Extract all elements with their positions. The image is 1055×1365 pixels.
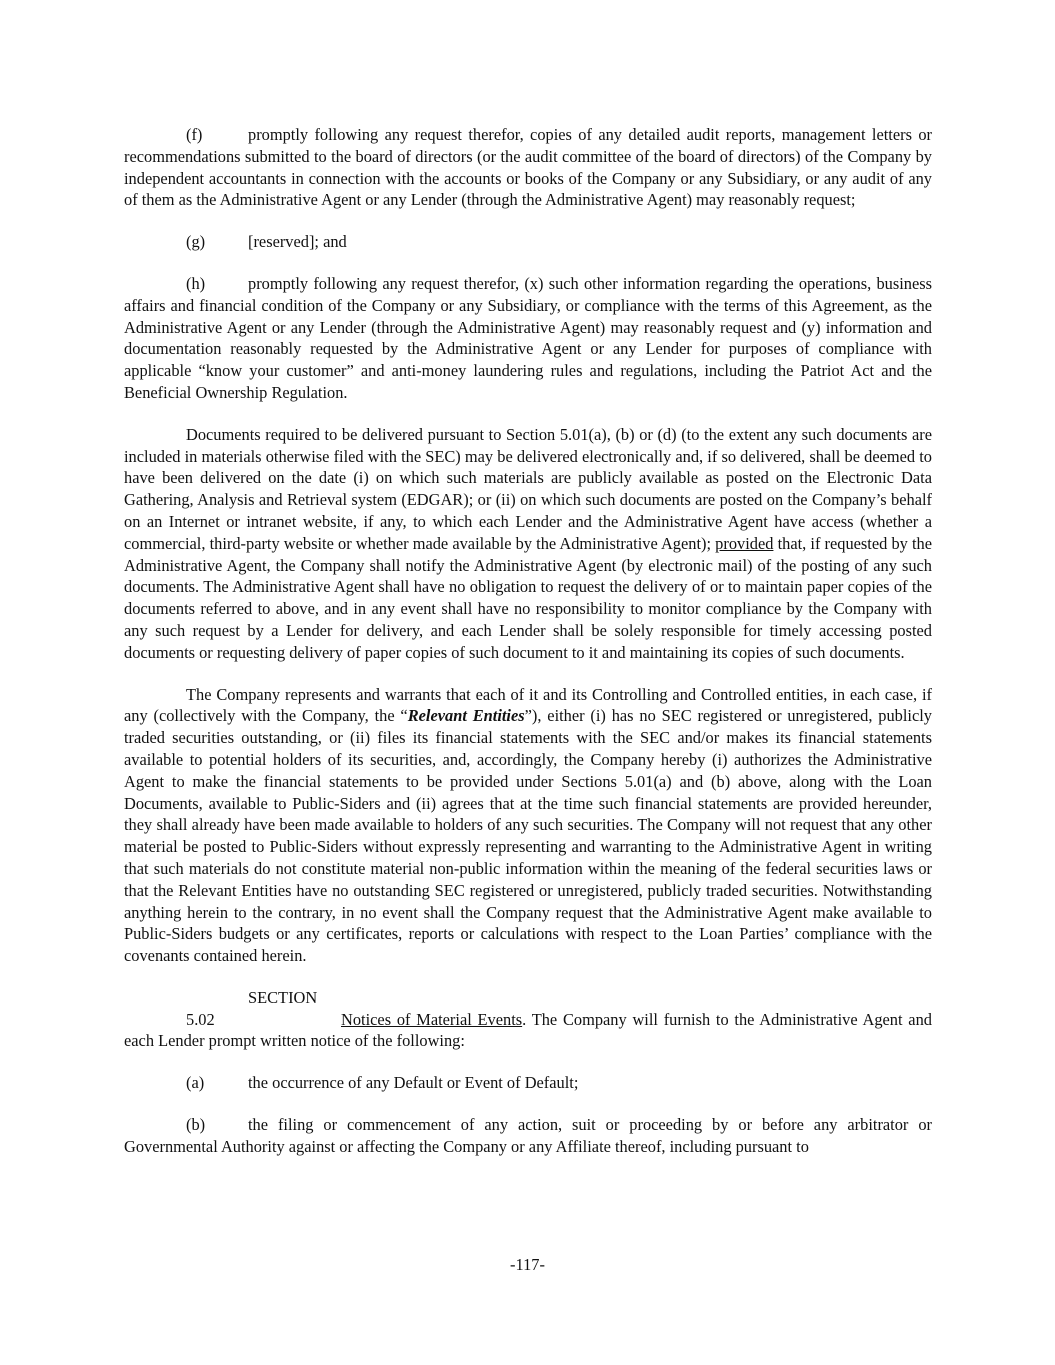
section-5-02 <box>124 987 932 1052</box>
clause-marker: (b) <box>186 1115 206 1135</box>
section-heading: Notices of Material Events <box>341 1009 523 1029</box>
clause-text: promptly following any request therefor, copies of any detailed audit reports, management letters or recommendations submitted to the board of directors (or the audit committee of the board of directors) of the Company by independent accountants in connection with the accounts or books of the Company or any Subsidiary, or any audit of any of them as the Administrative Agent or any Lender (through the Administrative Agent) may reasonably request; <box>124 125 932 210</box>
document-page <box>124 124 932 1178</box>
paragraph-text: that, if requested by the Administrative Agent, the Company shall notify the Administrative Agent (by electronic mail) of the posting of any such documents. The Administrative Agent shall have no obligation to request the delivery of or to maintain paper copies of the documents referred to above, and in any event shall have no responsibility to monitor compliance by the Company with any such request by a Lender for delivery, and each Lender shall be solely responsible for timely accessing posted documents or requesting delivery of paper copies of such document to it and maintaining its copies of such documents. <box>124 533 933 662</box>
clause-text: [reserved]; and <box>248 232 347 252</box>
clause-g <box>124 231 932 253</box>
clause-marker: (a) <box>186 1073 205 1093</box>
notice-item-a <box>124 1072 932 1094</box>
representations-paragraph <box>124 684 932 967</box>
documents-delivery-paragraph <box>124 424 932 664</box>
clause-marker: (h) <box>186 273 206 293</box>
clause-text: the filing or commencement of any action, suit or proceeding by or before any arbitrator or Governmental Authority against or affecting the Company or any Affiliate thereof, including pursuant to <box>124 1115 932 1156</box>
clause-marker: (g) <box>186 232 206 252</box>
paragraph-text: The Company represents and warrants that each of it and its Controlling and Controlled entities, in each case, if any (collectively with the Company, the “ <box>124 684 932 726</box>
section-number: SECTION 5.02 <box>186 987 318 1029</box>
page-number: -117- <box>510 1255 545 1274</box>
notice-item-b <box>124 1114 932 1158</box>
paragraph-text: Documents required to be delivered pursuant to Section 5.01(a), (b) or (d) (to the extent any such documents are included in materials otherwise filed with the SEC) may be delivered electronically and, if so delivered, shall be deemed to have been delivered on the date (i) on which such materials are publicly available as posted on the Electronic Data Gathering, Analysis and Retrieval system (EDGAR); or (ii) on which such documents are posted on the Company’s behalf on an Internet or intranet website, if any, to which each Lender and the Administrative Agent have access (whether a commercial, third-party website or whether made available by the Administrative Agent); <box>124 424 932 553</box>
clause-f <box>124 124 932 211</box>
paragraph-text: ”), either (i) has no SEC registered or unregistered, publicly traded securities outstanding, or (ii) files its financial statements with the SEC and/or makes its financial statements available to potential holders of its securities, and, accordingly, the Company hereby (i) authorizes the Administrative Agent to make the financial statements to be provided under Sections 5.01(a) and (b) above, along with the Loan Documents, available to Public-Siders and (ii) agrees that at the time such financial statements are provided hereunder, they shall already have been made available to holders of any such securities. The Company will not request that any other material be posted to Public-Siders without expressly representing and warranting to the Administrative Agent in writing that such materials do not constitute material non-public information within the meaning of the federal securities laws or that the Relevant Entities have no outstanding SEC registered or unregistered, publicly traded securities. Notwithstanding anything herein to the contrary, in no event shall the Company request that the Administrative Agent make available to Public-Siders budgets or any certificates, reports or calculations with respect to the Loan Parties’ compliance with the covenants contained herein. <box>124 706 932 966</box>
clause-text: the occurrence of any Default or Event of Default; <box>248 1073 579 1093</box>
clause-h <box>124 273 932 404</box>
section-text: . The Company will furnish to the Administrative Agent and each Lender prompt written notice of the following: <box>124 1009 932 1051</box>
defined-term-relevant-entities: Relevant Entities <box>407 706 525 726</box>
provided-term: provided <box>715 533 774 553</box>
clause-text: promptly following any request therefor, (x) such other information regarding the operations, business affairs and financial condition of the Company or any Subsidiary, or compliance with the terms of this Agreement, as the Administrative Agent or any Lender (through the Administrative Agent) may reasonably request and (y) information and documentation reasonably requested by the Administrative Agent or any Lender for purposes of compliance with applicable “know your customer” and anti-money laundering rules and regulations, including the Patriot Act and the Beneficial Ownership Regulation. <box>124 273 932 402</box>
clause-marker: (f) <box>186 125 203 144</box>
